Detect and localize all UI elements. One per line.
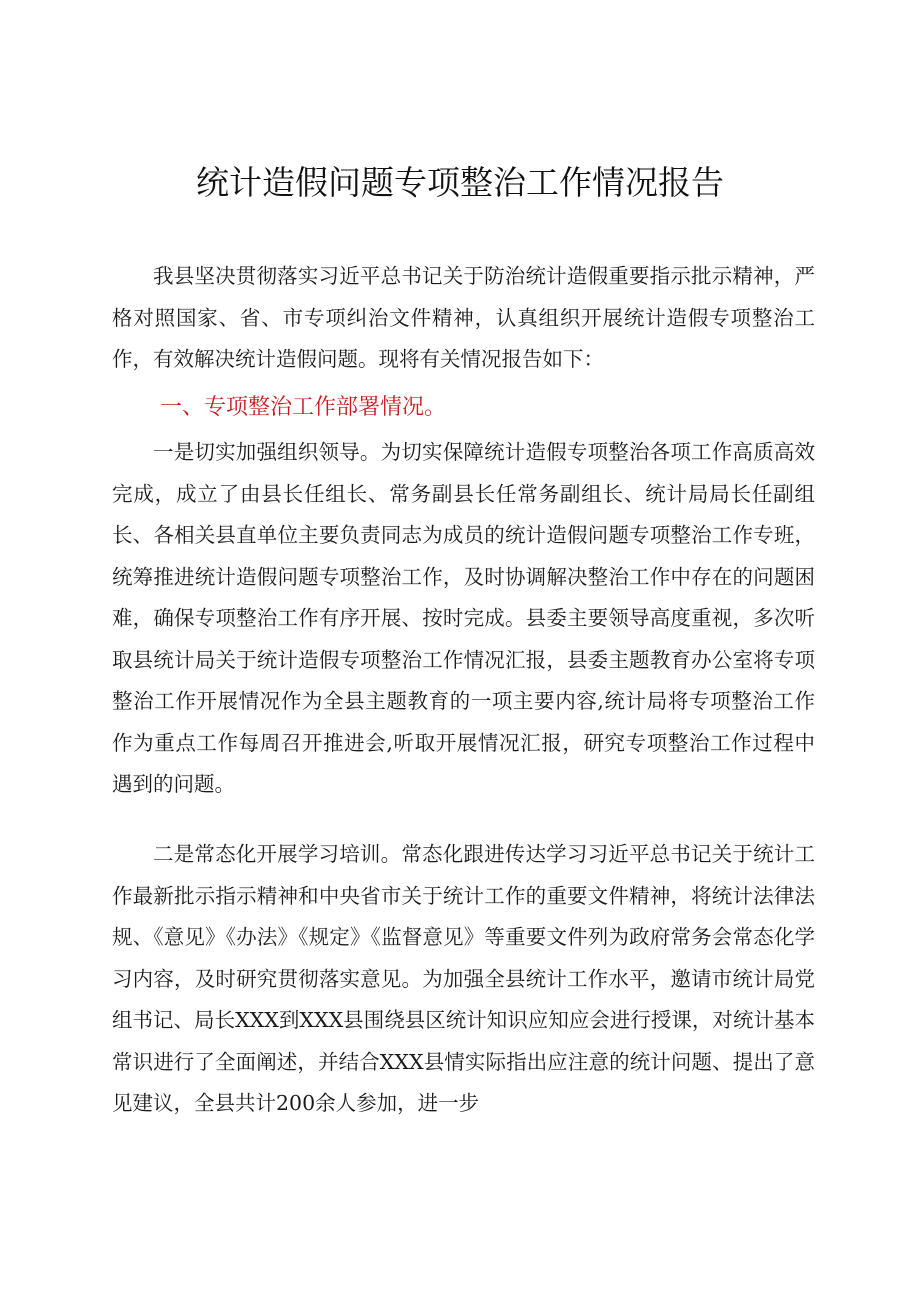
section-heading: 一、专项整治工作部署情况。 [160, 395, 447, 420]
section1-body [112, 432, 815, 806]
document-title: 统计造假问题专项整治工作情况报告 [196, 163, 724, 202]
section1-body-2 [112, 834, 815, 1125]
paragraph-training: 二是常态化开展学习培训。常态化跟进传达学习习近平总书记关于统计工作最新批示指示精神和中央省市关于统计工作的重要文件精神，将统计法律法规、《意见》《办法》《规定》《监督意见》等重要文件列为政府常务会常态化学习内容，及时研究贯彻落实意见。为加强全县统计工作水平，邀请市统计局党组书记、局长XXX到XXX县围绕县区统计知识应知应会进行授课，对统计基本常识进行了全面阐述，并结合XXX县情实际指出应注意的统计问题、提出了意见建议，全县共计200余人参加，进一步 [112, 842, 815, 1115]
paragraph-organization: 一是切实加强组织领导。为切实保障统计造假专项整治各项工作高质高效完成，成立了由县长任组长、常务副县长任常务副组长、统计局局长任副组长、各相关县直单位主要负责同志为成员的统计造假问题专项整治工作专班，统筹推进统计造假问题专项整治工作，及时协调解决整治工作中存在的问题困难，确保专项整治工作有序开展、按时完成。县委主要领导高度重视，多次听取县统计局关于统计造假专项整治工作情况汇报，县委主题教育办公室将专项整治工作开展情况作为全县主题教育的一项主要内容,统计局将专项整治工作作为重点工作每周召开推进会,听取开展情况汇报，研究专项整治工作过程中遇到的问题。 [112, 440, 815, 796]
intro-paragraph: 我县坚决贯彻落实习近平总书记关于防治统计造假重要指示批示精神，严格对照国家、省、市专项纠治文件精神，认真组织开展统计造假专项整治工作，有效解决统计造假问题。现将有关情况报告如下： [112, 264, 815, 371]
intro-block [112, 256, 815, 381]
